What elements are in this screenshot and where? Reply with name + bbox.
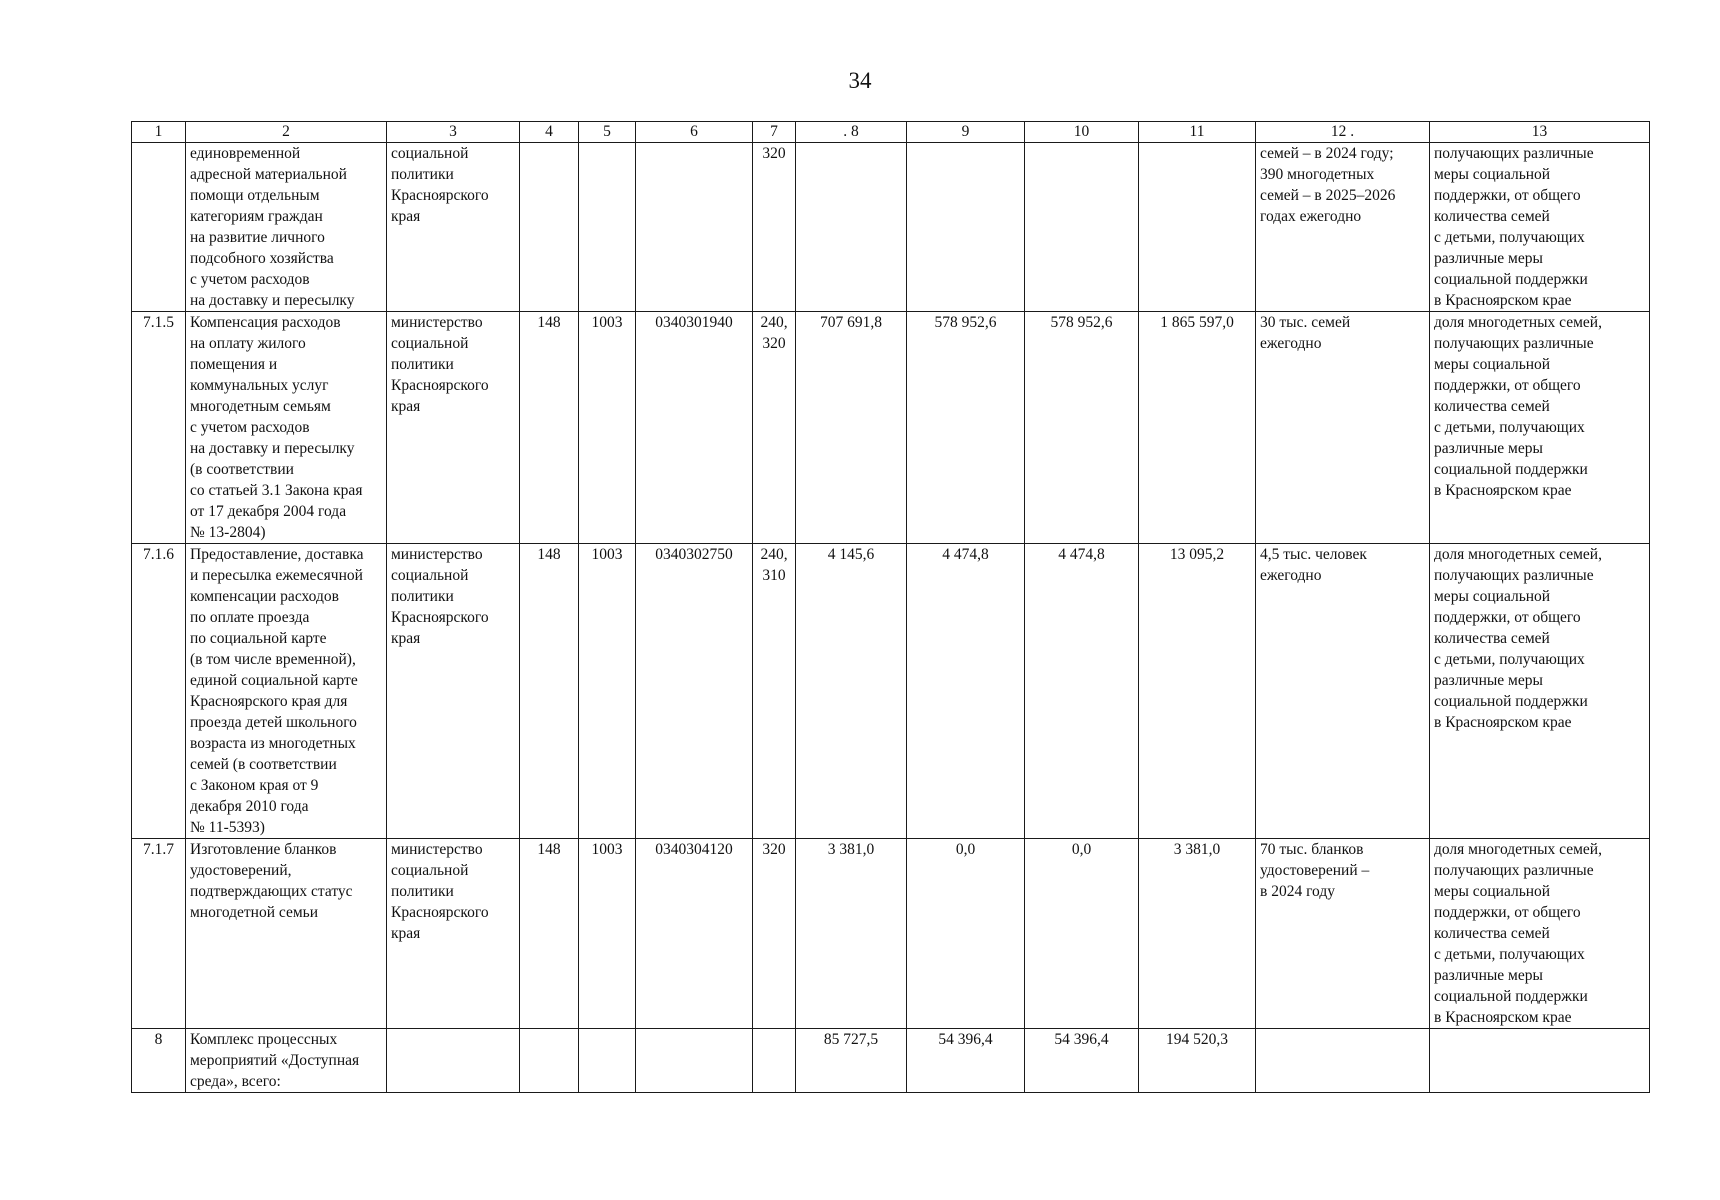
table-row: [132, 839, 1650, 1029]
cell-rzpr: 1003: [579, 544, 636, 839]
cell-amount-2024: 85 727,5: [796, 1029, 907, 1093]
header-row: [132, 122, 1650, 143]
cell-result: 70 тыс. бланков удостоверений – в 2024 году: [1256, 839, 1430, 1029]
col-header: 4: [520, 122, 579, 143]
cell-amount-2025: 0,0: [907, 839, 1025, 1029]
cell-amount-2026: 4 474,8: [1025, 544, 1139, 839]
cell-amount-total: 13 095,2: [1139, 544, 1256, 839]
cell-amount-2025: 4 474,8: [907, 544, 1025, 839]
cell-amount-2024: 4 145,6: [796, 544, 907, 839]
cell-indicator: получающих различные меры социальной поддержки, от общего количества семей с детьми, получающих различные меры социальной поддержки в Красноярском крае: [1430, 143, 1650, 312]
cell-executor: министерство социальной политики Красноярского края: [387, 544, 520, 839]
col-header: 10: [1025, 122, 1139, 143]
budget-table: [131, 121, 1650, 1093]
cell-activity: Предоставление, доставка и пересылка ежемесячной компенсации расходов по оплате проезда по социальной карте (в том числе временной), единой социальной карте Красноярского края для проезда детей школьного возраста из многодетных семей (в соответствии с Законом края от 9 декабря 2010 года № 11-5393): [186, 544, 387, 839]
table-row: [132, 544, 1650, 839]
cell-grbs: 148: [520, 544, 579, 839]
table-row: [132, 1029, 1650, 1093]
cell-result: семей – в 2024 году; 390 многодетных семей – в 2025–2026 годах ежегодно: [1256, 143, 1430, 312]
cell-grbs: [520, 1029, 579, 1093]
cell-grbs: [520, 143, 579, 312]
cell-amount-2025: 578 952,6: [907, 312, 1025, 544]
cell-amount-2026: [1025, 143, 1139, 312]
col-header: 12 .: [1256, 122, 1430, 143]
col-header: 11: [1139, 122, 1256, 143]
cell-vr: 320: [753, 839, 796, 1029]
cell-amount-total: 1 865 597,0: [1139, 312, 1256, 544]
cell-grbs: 148: [520, 839, 579, 1029]
cell-csr: [636, 143, 753, 312]
cell-activity: Изготовление бланков удостоверений, подтверждающих статус многодетной семьи: [186, 839, 387, 1029]
cell-amount-2026: 578 952,6: [1025, 312, 1139, 544]
cell-number: 7.1.7: [132, 839, 186, 1029]
col-header: 9: [907, 122, 1025, 143]
cell-vr: 240, 310: [753, 544, 796, 839]
col-header: 1: [132, 122, 186, 143]
cell-activity: Комплекс процессных мероприятий «Доступная среда», всего:: [186, 1029, 387, 1093]
cell-executor: [387, 1029, 520, 1093]
cell-result: [1256, 1029, 1430, 1093]
cell-executor: социальной политики Красноярского края: [387, 143, 520, 312]
cell-vr: [753, 1029, 796, 1093]
table-row: [132, 312, 1650, 544]
cell-rzpr: 1003: [579, 839, 636, 1029]
cell-amount-2024: 3 381,0: [796, 839, 907, 1029]
cell-rzpr: 1003: [579, 312, 636, 544]
cell-indicator: доля многодетных семей, получающих различные меры социальной поддержки, от общего количества семей с детьми, получающих различные меры социальной поддержки в Красноярском крае: [1430, 312, 1650, 544]
cell-number: [132, 143, 186, 312]
cell-rzpr: [579, 1029, 636, 1093]
col-header: 5: [579, 122, 636, 143]
col-header: 7: [753, 122, 796, 143]
cell-amount-2025: 54 396,4: [907, 1029, 1025, 1093]
cell-indicator: доля многодетных семей, получающих различные меры социальной поддержки, от общего количества семей с детьми, получающих различные меры социальной поддержки в Красноярском крае: [1430, 839, 1650, 1029]
col-header: 2: [186, 122, 387, 143]
cell-executor: министерство социальной политики Красноярского края: [387, 839, 520, 1029]
cell-amount-2026: 54 396,4: [1025, 1029, 1139, 1093]
cell-amount-total: 194 520,3: [1139, 1029, 1256, 1093]
cell-amount-total: 3 381,0: [1139, 839, 1256, 1029]
cell-amount-2026: 0,0: [1025, 839, 1139, 1029]
cell-indicator: доля многодетных семей, получающих различные меры социальной поддержки, от общего количества семей с детьми, получающих различные меры социальной поддержки в Красноярском крае: [1430, 544, 1650, 839]
cell-grbs: 148: [520, 312, 579, 544]
col-header: 3: [387, 122, 520, 143]
col-header: 13: [1430, 122, 1650, 143]
cell-indicator: [1430, 1029, 1650, 1093]
cell-number: 8: [132, 1029, 186, 1093]
cell-amount-2025: [907, 143, 1025, 312]
cell-csr: 0340301940: [636, 312, 753, 544]
table-row: [132, 143, 1650, 312]
cell-vr: 320: [753, 143, 796, 312]
page-number: 34: [848, 68, 872, 93]
cell-activity: единовременной адресной материальной помощи отдельным категориям граждан на развитие личного подсобного хозяйства с учетом расходов на доставку и пересылку: [186, 143, 387, 312]
cell-rzpr: [579, 143, 636, 312]
cell-amount-2024: [796, 143, 907, 312]
col-header: 6: [636, 122, 753, 143]
cell-amount-total: [1139, 143, 1256, 312]
cell-executor: министерство социальной политики Красноярского края: [387, 312, 520, 544]
cell-number: 7.1.5: [132, 312, 186, 544]
col-header: . 8: [796, 122, 907, 143]
cell-csr: [636, 1029, 753, 1093]
cell-result: 4,5 тыс. человек ежегодно: [1256, 544, 1430, 839]
cell-activity: Компенсация расходов на оплату жилого помещения и коммунальных услуг многодетным семьям с учетом расходов на доставку и пересылку (в соответствии со статьей 3.1 Закона края от 17 декабря 2004 года № 13-2804): [186, 312, 387, 544]
cell-csr: 0340302750: [636, 544, 753, 839]
cell-result: 30 тыс. семей ежегодно: [1256, 312, 1430, 544]
cell-amount-2024: 707 691,8: [796, 312, 907, 544]
cell-csr: 0340304120: [636, 839, 753, 1029]
cell-vr: 240, 320: [753, 312, 796, 544]
cell-number: 7.1.6: [132, 544, 186, 839]
